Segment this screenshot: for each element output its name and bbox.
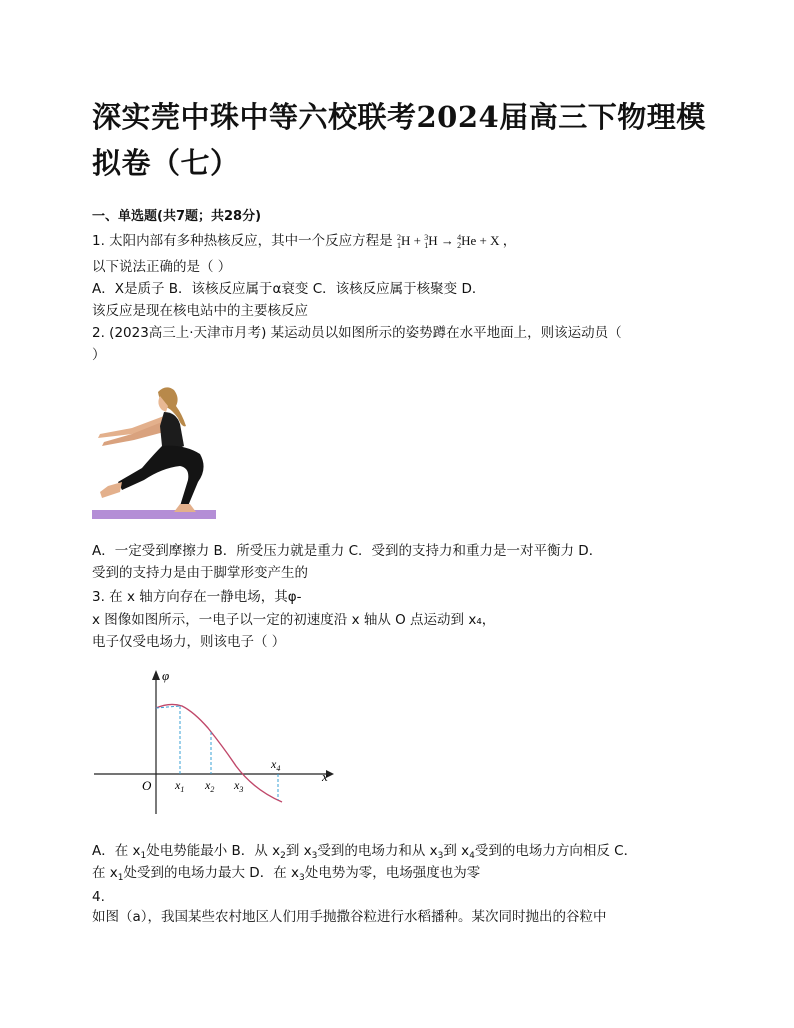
q2-stem-cont: ） [92, 347, 106, 363]
phi-label: φ [162, 668, 170, 683]
origin-label: O [142, 778, 152, 793]
x-axis-label: x [322, 769, 328, 784]
phi-x-graph [90, 664, 335, 824]
q3-options: A．在 $x_1$处电势能最小 B．从 $x_2$到 $x_3$受到的电场力和从 $x_3$到 $x_4$受到的电场力方向相反 C． [92, 843, 638, 861]
x1-label: $x_1$ [175, 778, 185, 794]
q3-stem: 3. 在 x 轴方向存在一静电场，其φ- [92, 589, 302, 605]
q2-options-cont: 受到的支持力是由于脚掌形变产生的 [92, 565, 308, 581]
q1-options: A．X是质子 B．该核反应属于α衰变 C．该核反应属于核聚变 D． [92, 281, 486, 297]
q2-stem: 2. (2023高三上·天津市月考) 某运动员以如图所示的姿势蹲在水平地面上，则该运动员（ [92, 325, 622, 341]
q3-options-cont: 在 $x_1$处受到的电场力最大 D．在 $x_3$处电势为零，电场强度也为零 [92, 865, 481, 883]
page-title: 深实莞中珠中等六校联考2024届高三下物理模拟卷（七） [92, 100, 706, 180]
q1-prompt: 以下说法正确的是（ ） [92, 259, 232, 275]
section-heading: 一、单选题(共7题；共28分) [92, 209, 262, 224]
q2-options: A．一定受到摩擦力 B．所受压力就是重力 C．受到的支持力和重力是一对平衡力 D． [92, 543, 603, 559]
q1-stem: 1. 太阳内部有多种热核反应，其中一个反应方程是 2 1H + 3 1H → 4 2He + X ， [92, 233, 517, 251]
q1-text: 1. 太阳内部有多种热核反应，其中一个反应方程是 [92, 233, 393, 249]
athlete-squat-photo [92, 382, 220, 524]
q1-formula: 2 1H + 3 1H → 4 2He + X [396, 233, 500, 251]
x4-label: $x_4$ [271, 757, 281, 773]
q3-stem-cont: x 图像如图所示，一电子以一定的初速度沿 x 轴从 O 点运动到 x₄， [92, 612, 496, 628]
q1-options-cont: 该反应是现在核电站中的主要核反应 [92, 303, 308, 319]
q4-stem: 如图（a），我国某些农村地区人们用手抛撒谷粒进行水稻播种。某次同时抛出的谷粒中 [92, 909, 607, 925]
q4-number: 4. [92, 889, 105, 905]
yoga-mat [92, 510, 216, 519]
q3-prompt: 电子仅受电场力，则该电子（ ） [92, 634, 286, 650]
x3-label: $x_3$ [234, 778, 244, 794]
x2-label: $x_2$ [205, 778, 215, 794]
